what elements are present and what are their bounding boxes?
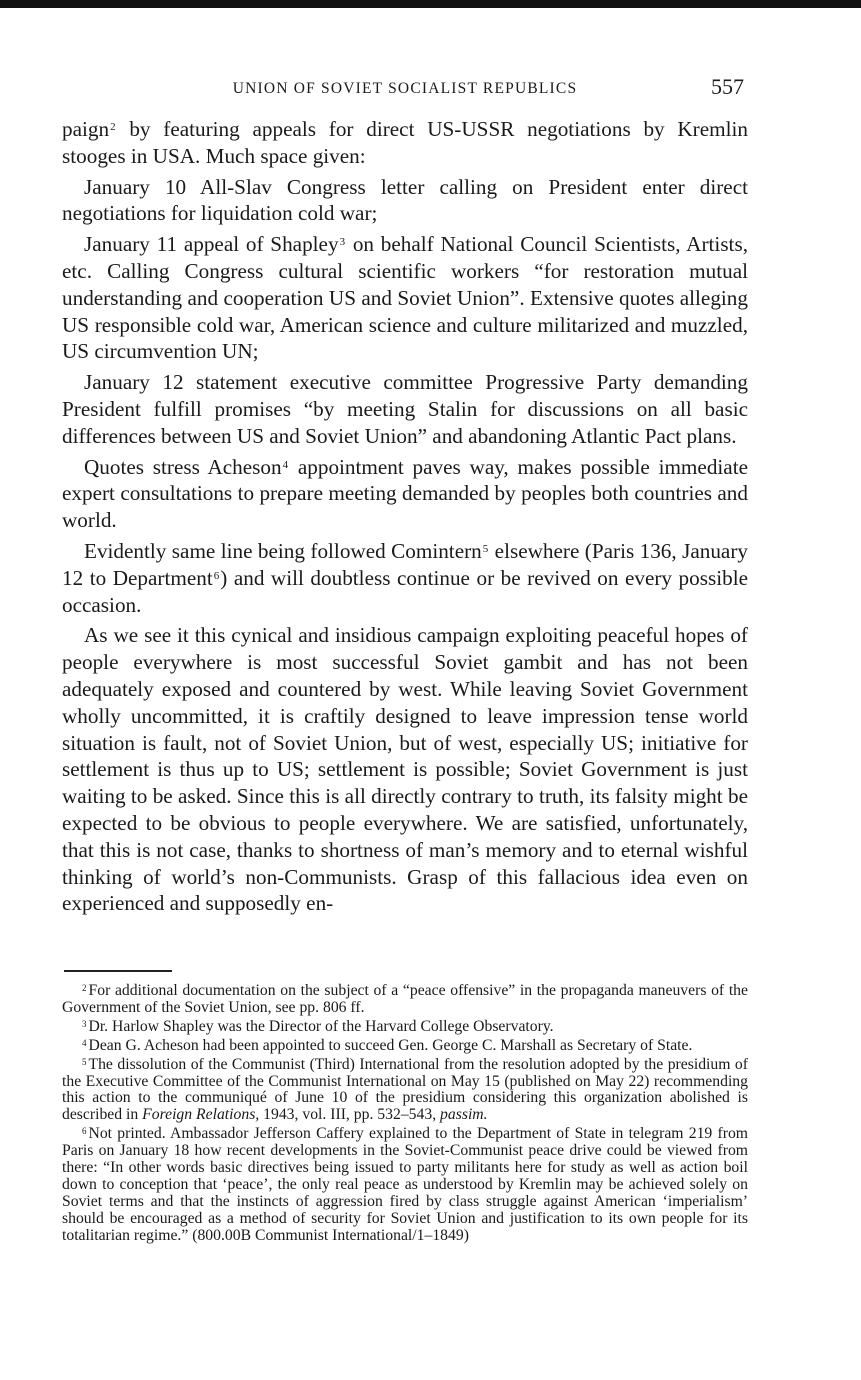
paragraph-5: [62, 454, 748, 534]
footnote-6: [62, 1126, 748, 1244]
paragraph-4: January 12 statement executive committee Progressive Party demanding President fulfill promises “by meeting Stalin for discussions on all basic differences between US and Soviet Union” and abandoning Atlantic Pact plans.: [62, 370, 748, 448]
footnote-5-text-a: The dissolution of the Communist (Third) International from the resolution adopted by the presidium of the Executive Committee of the Communist International on May 15 (published on May 22) recommending this action to the communiqué of June 10 of the presidium considering this organization abolished is described in: [62, 1055, 748, 1124]
paragraph-6-part-c: ) and will doubtless continue or be revived on every possible occasion.: [62, 565, 748, 617]
footnote-ref-6: 6: [213, 569, 220, 582]
footnote-2: [62, 983, 748, 1017]
footnote-3-text: Dr. Harlow Shapley was the Director of the Harvard College Observatory.: [88, 1017, 554, 1035]
top-border: [0, 0, 861, 8]
running-head: [62, 74, 748, 102]
footnote-ref-3: 3: [339, 236, 346, 249]
paragraph-5-part-a: Quotes stress Acheson: [84, 454, 282, 479]
footnote-2-text: For additional documentation on the subject of a “peace offensive” in the propaganda maneuvers of the Government of the Soviet Union, see pp. 806 ff.: [62, 982, 748, 1016]
paragraph-3: [62, 231, 748, 365]
footnote-rule: [64, 970, 172, 972]
footnote-ref-5: 5: [482, 542, 489, 555]
footnote-mark-2: 2: [82, 983, 87, 993]
paragraph-6-part-b: elsewhere (Paris 136, January 12 to Department: [62, 538, 748, 590]
footnote-5-text-b: 1943, vol. III, pp. 532–543,: [259, 1106, 441, 1124]
footnote-4: [62, 1038, 748, 1055]
paragraph-1-part-b: by featuring appeals for direct US-USSR negotiations by Kremlin stooges in USA. Much space given:: [62, 117, 748, 168]
footnote-mark-5: 5: [82, 1056, 87, 1067]
paragraph-1-part-a: paign: [62, 117, 110, 141]
footnote-5: [62, 1057, 748, 1125]
footnote-3: [62, 1019, 748, 1036]
footnote-mark-3: 3: [82, 1018, 87, 1029]
running-title: UNION OF SOVIET SOCIALIST REPUBLICS: [232, 80, 578, 97]
footnote-5-italic-title: Foreign Relations,: [142, 1106, 260, 1124]
paragraph-2: January 10 All-Slav Congress letter calling on President enter direct negotiations for liquidation cold war;: [62, 174, 748, 226]
paragraph-3-part-b: on behalf National Council Scientists, Artists, etc. Calling Congress cultural scientific workers “for restoration mutual understanding and cooperation US and Soviet Union”. Extensive quotes alleging US responsible cold war, American science and culture militarized and muzzled, US circumvention UN;: [62, 232, 748, 364]
paragraph-7: As we see it this cynical and insidious campaign exploiting peaceful hopes of people everywhere is most successful Soviet gambit and has not been adequately exposed and countered by west. While leaving Soviet Government wholly uncommitted, it is craftily designed to leave impression tense world situation is fault, not of Soviet Union, but of west, especially US; initiative for settlement is thus up to US; settlement is possible; Soviet Government is just waiting to be asked. Since this is all directly contrary to truth, its falsity might be expected to be obvious to people everywhere. We are satisfied, unfortunately, that this is not case, thanks to shortness of man’s memory and to eternal wishful thinking of world’s non-Communists. Grasp of this fallacious idea even on experienced and supposedly en-: [62, 623, 748, 916]
footnotes: [62, 983, 748, 1247]
paragraph-5-part-b: appointment paves way, makes possible immediate expert consultations to prepare meeting demanded by peoples both countries and world.: [62, 454, 748, 533]
footnote-5-italic-passim: passim.: [440, 1106, 488, 1124]
paragraph-3-part-a: January 11 appeal of Shapley: [84, 232, 339, 257]
page-number: 557: [711, 74, 744, 99]
body-text: [62, 116, 748, 921]
footnote-ref-4: 4: [282, 458, 289, 471]
footnote-mark-6: 6: [82, 1126, 87, 1137]
paragraph-6-part-a: Evidently same line being followed Comintern: [84, 538, 482, 563]
paragraph-6: [62, 538, 748, 618]
paragraph-1: [62, 116, 748, 170]
footnote-6-text: Not printed. Ambassador Jefferson Caffery explained to the Department of State in telegram 219 from Paris on January 18 how recent developments in the Soviet-Communist peace drive could be viewed from there: “In other words basic directives being issued to party militants here for study as well as action boil down to conception that ‘peace’, the only real peace as understood by Kremlin may be achieved solely on Soviet terms and that the instincts of aggression fired by class struggle against American ‘imperialism’ should be encouraged as a method of security for Soviet Union and justification to its own people for its totalitarian regime.” (800.00B Communist International/1–1849): [62, 1125, 748, 1244]
footnote-ref-2: 2: [110, 121, 116, 133]
footnote-mark-4: 4: [82, 1037, 87, 1048]
footnote-4-text: Dean G. Acheson had been appointed to succeed Gen. George C. Marshall as Secretary of State.: [88, 1036, 693, 1054]
